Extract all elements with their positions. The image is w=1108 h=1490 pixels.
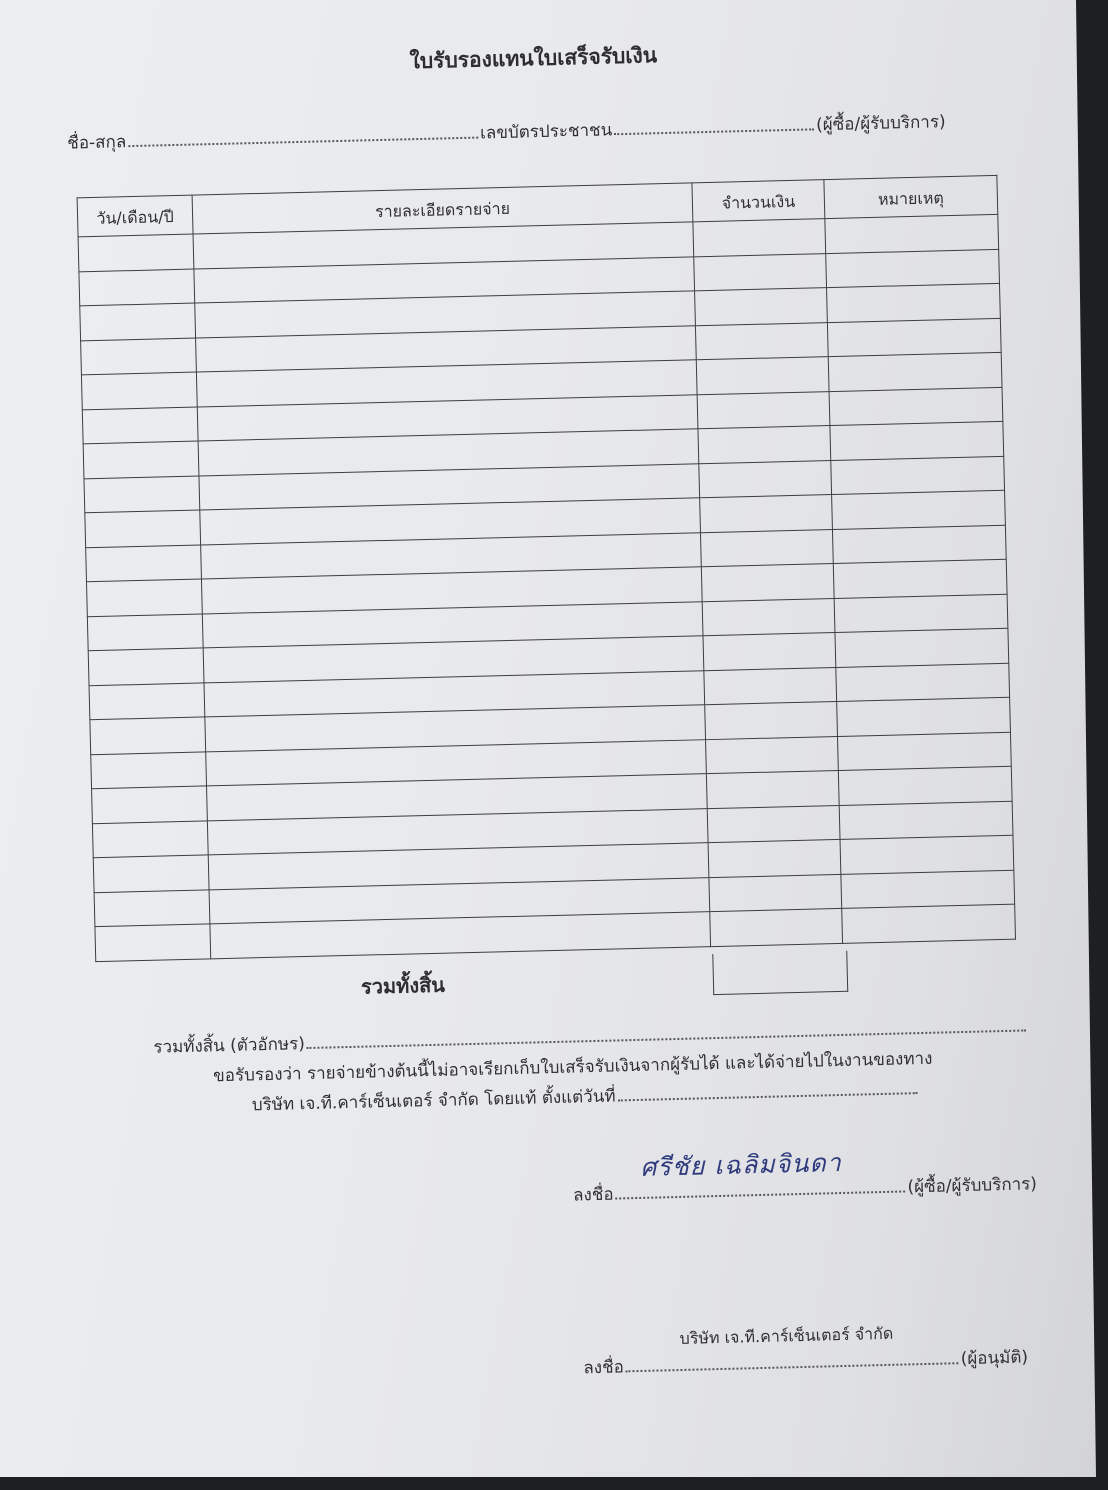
remarks-cell[interactable] (828, 352, 1002, 391)
remarks-cell[interactable] (841, 870, 1015, 909)
remarks-cell[interactable] (839, 801, 1013, 840)
remarks-cell[interactable] (831, 456, 1005, 495)
remarks-cell[interactable] (827, 318, 1001, 357)
date-cell[interactable] (92, 786, 208, 823)
date-cell[interactable] (80, 303, 196, 340)
remarks-cell[interactable] (840, 835, 1014, 874)
remarks-cell[interactable] (826, 249, 1000, 288)
approver-sign-label: ลงชื่อ (583, 1357, 625, 1379)
amount-cell[interactable] (695, 288, 828, 326)
remarks-cell[interactable] (835, 628, 1009, 667)
amount-cell[interactable] (697, 391, 830, 429)
amount-cell[interactable] (704, 667, 837, 705)
header-remarks: หมายเหตุ (824, 175, 998, 218)
approver-role: (ผู้อนุมัติ) (960, 1347, 1029, 1370)
date-cell[interactable] (94, 889, 210, 926)
name-field[interactable] (128, 125, 478, 148)
remarks-cell[interactable] (832, 490, 1006, 529)
date-cell[interactable] (86, 544, 202, 581)
date-cell[interactable] (89, 682, 205, 719)
amount-cell[interactable] (705, 701, 838, 739)
amount-cell[interactable] (695, 322, 828, 360)
date-cell[interactable] (81, 338, 197, 375)
amount-cell[interactable] (700, 529, 833, 567)
remarks-cell[interactable] (837, 697, 1011, 736)
header-amount: จำนวนเงิน (692, 180, 825, 222)
remarks-cell[interactable] (830, 421, 1004, 460)
header-date: วัน/เดือน/ปี (77, 195, 193, 237)
expense-table (77, 175, 1016, 962)
id-field[interactable] (614, 116, 814, 135)
date-field[interactable] (617, 1080, 917, 1101)
id-label: เลขบัตรประชาชน (479, 120, 613, 144)
amount-cell[interactable] (709, 874, 842, 912)
remarks-cell[interactable] (836, 663, 1010, 702)
remarks-cell[interactable] (829, 387, 1003, 426)
date-cell[interactable] (81, 372, 197, 409)
date-cell[interactable] (82, 407, 198, 444)
amount-cell[interactable] (701, 564, 834, 602)
buyer-sign-label: ลงชื่อ (572, 1184, 614, 1206)
form-title: ใบรับรองแทนใบเสร็จรับเงิน (409, 43, 658, 74)
total-words-label: รวมทั้งสิ้น (ตัวอักษร) (153, 1034, 306, 1058)
remarks-cell[interactable] (827, 283, 1001, 322)
amount-cell[interactable] (702, 598, 835, 636)
certification-text-2: บริษัท เจ.ที.คาร์เซ็นเตอร์ จำกัด โดยแท้ ตั้งแต่วันที่ (251, 1086, 616, 1116)
name-label: ชื่อ-สกุล (67, 132, 127, 154)
buyer-handwritten-signature: ศรีชัย เฉลิมจินดา (640, 1148, 843, 1182)
amount-cell[interactable] (696, 357, 829, 395)
amount-cell[interactable] (706, 770, 839, 808)
header-details: รายละเอียดรายจ่าย (192, 183, 693, 234)
name-id-line (67, 108, 946, 156)
remarks-cell[interactable] (832, 525, 1006, 564)
amount-cell[interactable] (693, 219, 826, 257)
approver-signature-field[interactable] (626, 1350, 959, 1372)
certification-line-1: ขอรับรองว่า รายจ่ายข้างต้นนี้ไม่อาจเรียกเก็บใบเสร็จรับเงินจากผู้รับได้ และได้จ่ายไปในงานของทาง (212, 1048, 933, 1087)
amount-cell[interactable] (694, 253, 827, 291)
amount-cell[interactable] (698, 426, 831, 464)
date-cell[interactable] (79, 269, 195, 306)
remarks-cell[interactable] (837, 732, 1011, 771)
date-cell[interactable] (83, 441, 199, 478)
date-cell[interactable] (86, 579, 202, 616)
date-cell[interactable] (78, 234, 194, 271)
remarks-cell[interactable] (834, 594, 1008, 633)
date-cell[interactable] (92, 820, 208, 857)
amount-cell[interactable] (707, 805, 840, 843)
date-cell[interactable] (87, 613, 203, 650)
total-label: รวมทั้งสิ้น (360, 972, 446, 999)
remarks-cell[interactable] (833, 559, 1007, 598)
table-body (78, 214, 1015, 961)
buyer-role-label: (ผู้ซื้อ/ผู้รับบริการ) (815, 112, 946, 136)
date-cell[interactable] (85, 510, 201, 547)
amount-cell[interactable] (708, 839, 841, 877)
amount-cell[interactable] (700, 495, 833, 533)
buyer-role: (ผู้ซื้อ/ผู้รับบริการ) (907, 1174, 1038, 1198)
date-cell[interactable] (93, 855, 209, 892)
amount-cell[interactable] (699, 460, 832, 498)
date-cell[interactable] (84, 475, 200, 512)
date-cell[interactable] (90, 717, 206, 754)
amount-cell[interactable] (710, 908, 843, 946)
total-amount-box[interactable] (712, 951, 848, 995)
date-cell[interactable] (91, 751, 207, 788)
approver-sign-line (583, 1344, 1028, 1382)
remarks-cell[interactable] (838, 766, 1012, 805)
date-cell[interactable] (88, 648, 204, 685)
remarks-cell[interactable] (842, 904, 1016, 943)
date-cell[interactable] (95, 924, 211, 961)
amount-cell[interactable] (706, 736, 839, 774)
company-name: บริษัท เจ.ที.คาร์เซ็นเตอร์ จำกัด (679, 1323, 894, 1349)
remarks-cell[interactable] (825, 214, 999, 253)
amount-cell[interactable] (703, 633, 836, 671)
